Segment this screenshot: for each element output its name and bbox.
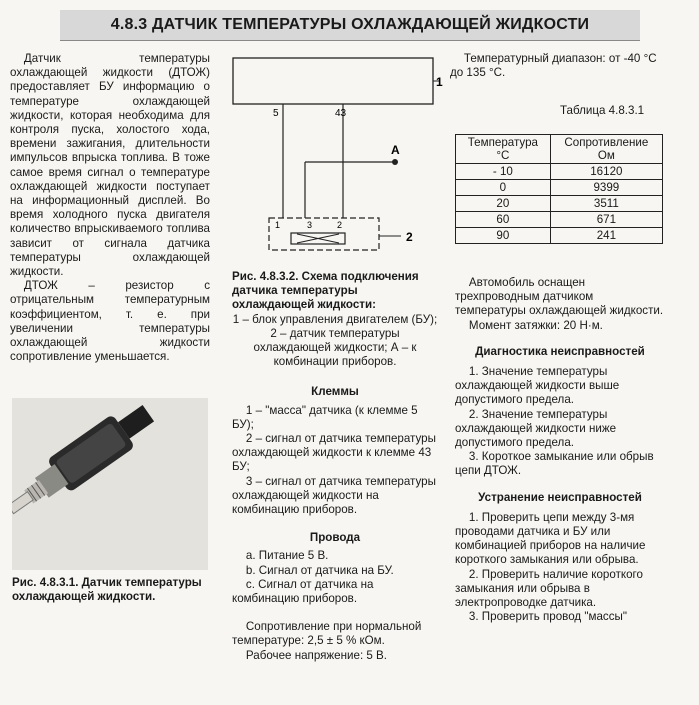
- terminal-3: 3 – сигнал от датчика температуры охлаждающей жидкости на комбинацию приборов.: [232, 474, 436, 517]
- terminal-2: 2 – сигнал от датчика температуры охлаждающей жидкости к клемме 43 БУ;: [232, 432, 436, 474]
- label-pin2: 2: [337, 220, 343, 230]
- resistance-table: [455, 134, 663, 244]
- table-header-temperature: Температура °C: [456, 135, 551, 164]
- label-block: 1: [436, 75, 443, 89]
- table-row: [456, 164, 663, 180]
- table-label: Таблица 4.8.3.1: [560, 104, 645, 117]
- table-cell: 60: [456, 212, 551, 228]
- diagnostic-3: 3. Короткое замыкание или обрыв цепи ДТОЖ.: [455, 450, 654, 478]
- table-cell: 241: [550, 228, 662, 244]
- terminal-1: 1 – "масса" датчика (к клемме 5 БУ);: [232, 403, 418, 431]
- wire-c: c. Сигнал от датчика на комбинацию приборов.: [232, 577, 374, 606]
- terminals-heading: Клеммы: [311, 385, 359, 399]
- wiring-diagram-svg: [225, 50, 445, 270]
- fix-3: 3. Проверить провод "массы": [468, 610, 627, 624]
- torque-note: Момент затяжки: 20 Н·м.: [468, 318, 603, 332]
- column-2: [232, 270, 438, 663]
- table-row: [456, 228, 663, 244]
- column-3-top: [450, 52, 662, 80]
- wires-heading: Провода: [309, 531, 361, 545]
- diagnostic-1: 1. Значение температуры охлаждающей жидкости выше допустимого предела.: [455, 365, 620, 407]
- wire-b: b. Сигнал от датчика на БУ.: [245, 563, 394, 577]
- label-a: A: [391, 143, 400, 157]
- label-pin1: 1: [275, 220, 281, 230]
- table-cell: 9399: [550, 180, 662, 196]
- sensor-photo-illustration: [12, 398, 208, 570]
- page-title: 4.8.3 ДАТЧИК ТЕМПЕРАТУРЫ ОХЛАЖДАЮЩЕЙ ЖИДКОСТИ: [60, 10, 640, 41]
- column-3-bottom: [455, 276, 665, 624]
- fix-1: 1. Проверить цепи между 3-мя проводами датчика и БУ или комбинацией приборов на наличие короткого замыкания или обрыва.: [455, 510, 646, 567]
- fix-heading: Устранение неисправностей: [478, 490, 642, 504]
- fix-2: 2. Проверить наличие короткого замыкания или обрыва в электропроводке датчика.: [455, 567, 643, 610]
- table-row: [456, 196, 663, 212]
- resistance-note: Сопротивление при нормальной температуре: 2,5 ± 5 % кОм.: [232, 620, 422, 648]
- diagnostic-2: 2. Значение температуры охлаждающей жидкости ниже допустимого предела.: [455, 407, 617, 450]
- ntc-paragraph: ДТОЖ – резистор с отрицательным температурным коэффициентом, т. е. при увеличении температуры охлаждающей жидкости сопротивление уменьшается.: [10, 279, 210, 364]
- car-note: Автомобиль оснащен трехпроводным датчиком температуры охлаждающей жидкости.: [455, 276, 664, 318]
- table-cell: 671: [550, 212, 662, 228]
- intro-paragraph: Датчик температуры охлаждающей жидкости (ДТОЖ) предоставляет БУ информацию о температуре охлаждающей жидкости, которая необходима для контроля пуска, холостого хода, времени зажигания, длительности импульсов впрыска топлива. В тоже самое время сигнал о температуре охлаждающей жидкости поступает на информационный дисплей. Во время холодного пуска двигателя количество впрыскиваемого топлива зависит от сигнала датчика температуры охлаждающей жидкости.: [10, 52, 210, 279]
- column-1: [10, 52, 210, 364]
- figure-2-legend: 1 – блок управления двигателем (БУ); 2 – датчик температуры охлаждающей жидкости; А – к комбинации приборов.: [232, 312, 438, 369]
- table-cell: 16120: [550, 164, 662, 180]
- table-cell: - 10: [456, 164, 551, 180]
- table-header-row: [456, 135, 663, 164]
- label-pin3: 3: [307, 220, 313, 230]
- wiring-diagram: [225, 50, 445, 270]
- table-cell: 0: [456, 180, 551, 196]
- voltage-note: Рабочее напряжение: 5 В.: [245, 648, 388, 662]
- table-row: [456, 212, 663, 228]
- temperature-range: Температурный диапазон: от -40 °C до 135 °C.: [450, 52, 657, 80]
- label-pin43: 43: [335, 108, 347, 119]
- figure-2-caption: Рис. 4.8.3.2. Схема подключения датчика температуры охлаждающей жидкости:: [232, 270, 419, 312]
- table-cell: 90: [456, 228, 551, 244]
- diagnostics-heading: Диагностика неисправностей: [475, 344, 645, 358]
- table-cell: 20: [456, 196, 551, 212]
- wire-a: a. Питание 5 В.: [245, 549, 329, 563]
- label-sensor: 2: [406, 230, 413, 244]
- table-cell: 3511: [550, 196, 662, 212]
- figure-1-caption: Рис. 4.8.3.1. Датчик температуры охлаждающей жидкости.: [12, 576, 202, 604]
- table-row: [456, 180, 663, 196]
- table-header-resistance: Сопротивление Ом: [550, 135, 662, 164]
- label-pin5: 5: [273, 108, 279, 119]
- sensor-photo: [12, 398, 208, 570]
